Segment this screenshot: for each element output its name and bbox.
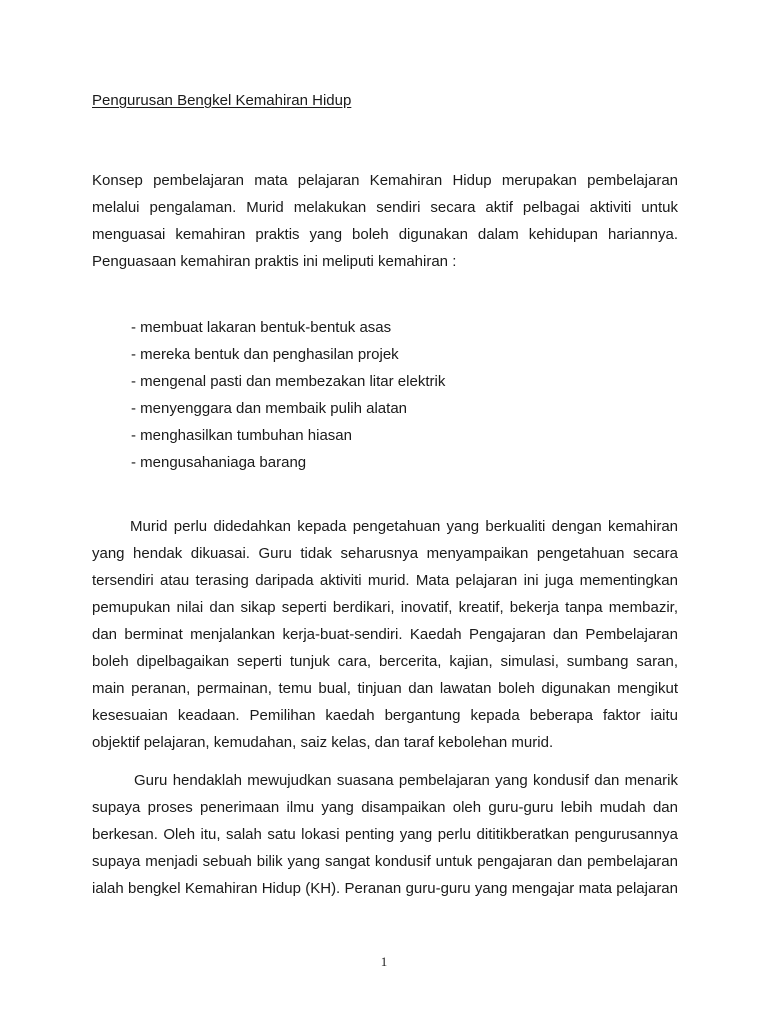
paragraph-line: main peranan, permainan, temu bual, tinjuan dan lawatan boleh digunakan mengikut — [92, 680, 678, 697]
paragraph-line: Guru hendaklah mewujudkan suasana pembelajaran yang kondusif dan menarik — [134, 772, 678, 789]
paragraph-line: objektif pelajaran, kemudahan, saiz kelas, dan taraf kebolehan murid. — [92, 734, 554, 751]
list-item: - menghasilkan tumbuhan hiasan — [131, 427, 352, 444]
paragraph-line: dan berminat menjalankan kerja-buat-sendiri. Kaedah Pengajaran dan Pembelajaran — [92, 626, 678, 643]
paragraph-line: ialah bengkel Kemahiran Hidup (KH). Peranan guru-guru yang mengajar mata pelajaran — [92, 880, 678, 897]
list-item: - mengusahaniaga barang — [131, 454, 307, 471]
page-number: 1 — [380, 954, 388, 969]
paragraph-line: boleh dipelbagaikan seperti tunjuk cara, bercerita, kajian, simulasi, sumbang saran, — [92, 653, 678, 670]
list-item: - mereka bentuk dan penghasilan projek — [131, 346, 399, 363]
paragraph-line: Murid perlu didedahkan kepada pengetahuan yang berkualiti dengan kemahiran — [130, 518, 678, 535]
paragraph-line: pemupukan nilai dan sikap seperti berdikari, inovatif, kreatif, bekerja tanpa membazir, — [92, 599, 678, 616]
paragraph-line: Penguasaan kemahiran praktis ini meliputi kemahiran : — [92, 253, 457, 270]
paragraph-line: kesesuaian keadaan. Pemilihan kaedah bergantung kepada beberapa faktor iaitu — [92, 707, 678, 724]
paragraph-methods — [92, 513, 678, 756]
list-item: - mengenal pasti dan membezakan litar elektrik — [131, 373, 446, 390]
paragraph-line: tersendiri atau terasing daripada aktiviti murid. Mata pelajaran ini juga mementingkan — [92, 572, 678, 589]
document-title: Pengurusan Bengkel Kemahiran Hidup — [92, 92, 352, 109]
paragraph-line: supaya menjadi sebuah bilik yang sangat kondusif untuk pengajaran dan pembelajaran — [92, 853, 678, 870]
paragraph-line: berkesan. Oleh itu, salah satu lokasi penting yang perlu dititikberatkan pengurusannya — [92, 826, 678, 843]
paragraph-line: yang hendak dikuasai. Guru tidak seharusnya menyampaikan pengetahuan secara — [92, 545, 678, 562]
paragraph-line: menguasai kemahiran praktis yang boleh digunakan dalam kehidupan hariannya. — [92, 226, 678, 243]
paragraph-line: supaya proses penerimaan ilmu yang disampaikan oleh guru-guru lebih mudah dan — [92, 799, 678, 816]
paragraph-concept — [92, 167, 678, 275]
skills-list — [131, 314, 445, 476]
list-item: - menyenggara dan membaik pulih alatan — [131, 400, 407, 417]
paragraph-line: melalui pengalaman. Murid melakukan sendiri secara aktif pelbagai aktiviti untuk — [92, 199, 678, 216]
paragraph-line: Konsep pembelajaran mata pelajaran Kemahiran Hidup merupakan pembelajaran — [92, 172, 678, 189]
paragraph-workshop — [92, 767, 678, 902]
list-item: - membuat lakaran bentuk-bentuk asas — [131, 319, 392, 336]
